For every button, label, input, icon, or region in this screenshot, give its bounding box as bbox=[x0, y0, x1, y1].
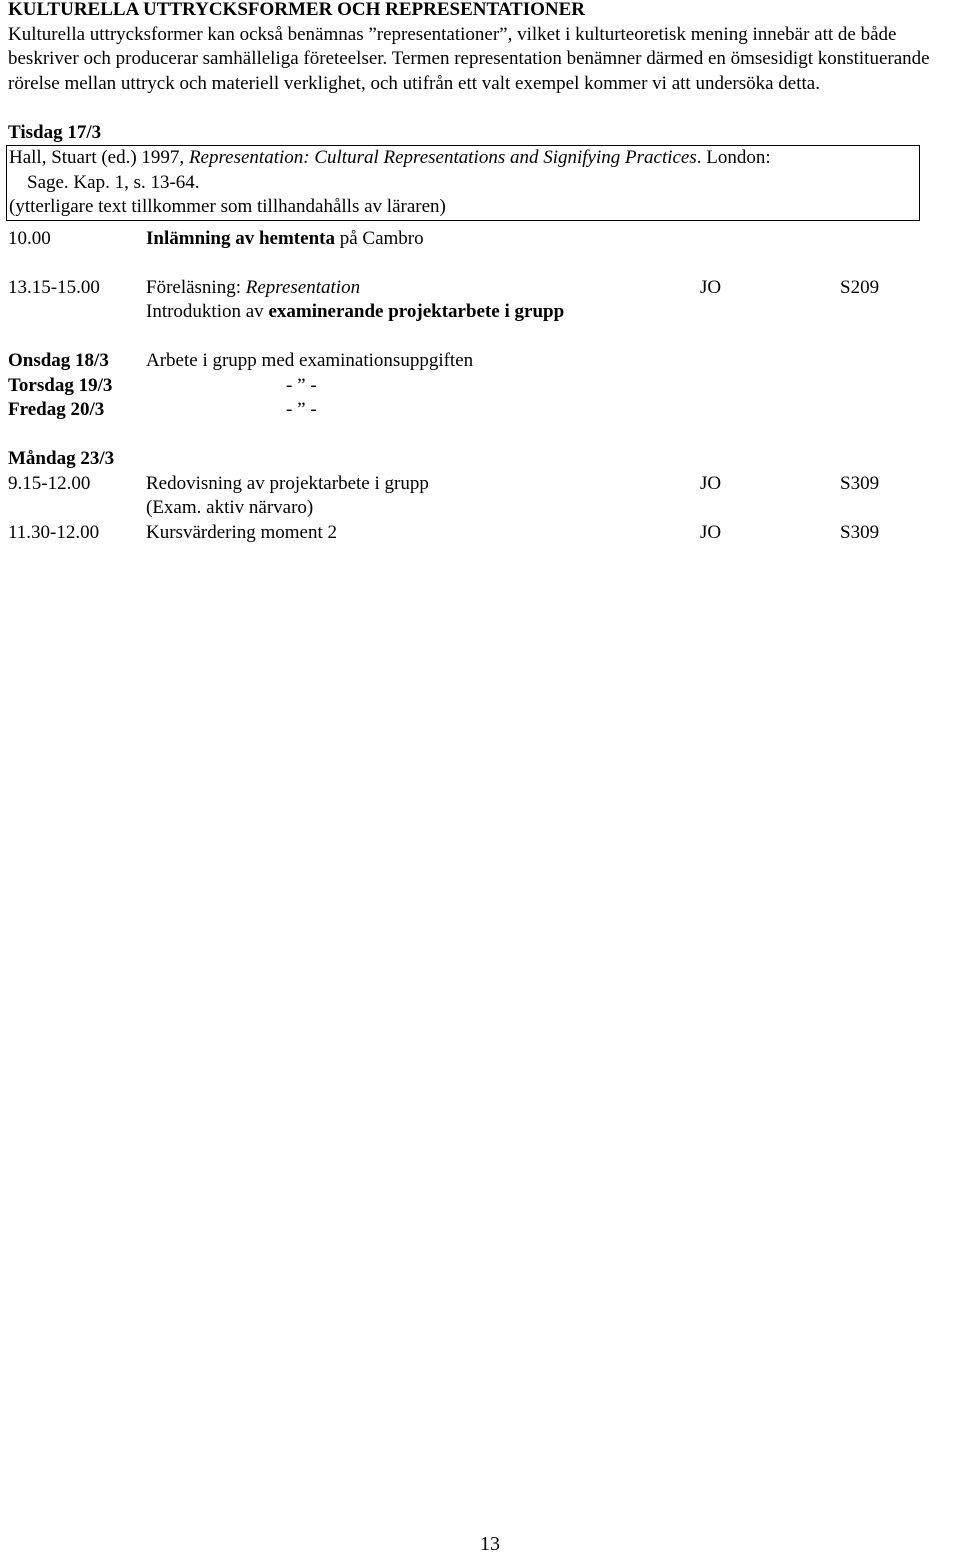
schedule-activity: Redovisning av projektarbete i grupp bbox=[146, 472, 429, 494]
schedule-row bbox=[8, 374, 952, 399]
reference-citation: Hall, Stuart (ed.) 1997, Representation: Cultural Representations and Signifying Practices. London: bbox=[9, 147, 771, 168]
schedule-row bbox=[8, 521, 952, 546]
schedule-teacher: JO bbox=[700, 521, 722, 543]
schedule-activity-detail: (Exam. aktiv närvaro) bbox=[146, 497, 314, 518]
schedule-time: 13.15-15.00 bbox=[8, 276, 100, 298]
schedule-activity: Föreläsning: Representation bbox=[146, 276, 361, 298]
section-intro: Kulturella uttrycksformer kan också benämnas ”representationer”, vilket i kulturteoretisk mening innebär att de både beskriver och producerar samhälleliga företeelser. Termen representation benämner därmed en ömsesidigt konstituerande rörelse mellan uttryck och materiell verklighet, och utifrån ett valt exempel kommer vi att undersöka detta. bbox=[8, 23, 930, 94]
schedule-row bbox=[8, 398, 952, 423]
schedule-room: S309 bbox=[840, 521, 880, 543]
schedule-subrow bbox=[8, 496, 952, 521]
schedule-activity: Inlämning av hemtenta på Cambro bbox=[146, 227, 424, 249]
schedule-teacher: JO bbox=[700, 276, 722, 298]
reference-box bbox=[6, 145, 920, 221]
schedule-time: 10.00 bbox=[8, 227, 51, 249]
schedule-subrow bbox=[8, 300, 952, 325]
reference-title: Representation: Cultural Representations and Signifying Practices bbox=[188, 147, 697, 168]
document-page bbox=[8, 0, 952, 545]
day-heading-monday: Måndag 23/3 bbox=[8, 448, 115, 469]
schedule-row bbox=[8, 472, 952, 497]
schedule-row bbox=[8, 227, 952, 252]
page-number: 13 bbox=[480, 1533, 500, 1555]
schedule-time: 11.30-12.00 bbox=[8, 521, 100, 543]
day-heading-tuesday: Tisdag 17/3 bbox=[8, 121, 102, 143]
reference-pages: Sage. Kap. 1, s. 13-64. bbox=[27, 171, 200, 193]
schedule-room: S309 bbox=[840, 472, 880, 494]
reference-note: (ytterligare text tillkommer som tillhandahålls av läraren) bbox=[9, 196, 446, 217]
section-heading: KULTURELLA UTTRYCKSFORMER OCH REPRESENTATIONER bbox=[8, 0, 585, 20]
day-label: Fredag 20/3 bbox=[8, 399, 105, 420]
schedule-activity: Kursvärdering moment 2 bbox=[146, 521, 338, 543]
day-label: Torsdag 19/3 bbox=[8, 374, 113, 396]
ditto-mark: - ” - bbox=[286, 399, 317, 420]
schedule-room: S209 bbox=[840, 276, 880, 298]
schedule-row bbox=[8, 349, 952, 374]
schedule-activity-detail: Introduktion av examinerande projektarbete i grupp bbox=[146, 301, 565, 322]
schedule-activity: Arbete i grupp med examinationsuppgiften bbox=[146, 350, 474, 371]
schedule-teacher: JO bbox=[700, 472, 722, 494]
schedule-row bbox=[8, 276, 952, 301]
ditto-mark: - ” - bbox=[286, 374, 317, 396]
schedule-time: 9.15-12.00 bbox=[8, 472, 91, 494]
day-label: Onsdag 18/3 bbox=[8, 350, 109, 371]
